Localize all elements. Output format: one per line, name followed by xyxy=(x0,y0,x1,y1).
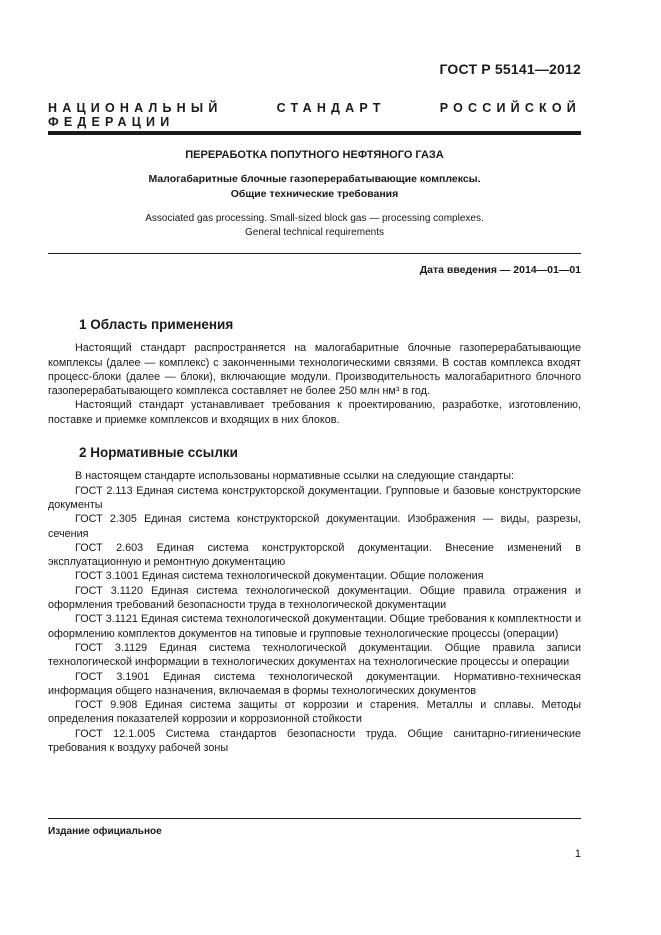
title-divider xyxy=(48,253,581,254)
page-number: 1 xyxy=(574,848,581,860)
reference-item: ГОСТ 2.603 Единая система конструкторской документации. Внесение изменений в эксплуатационную и ремонтную документацию xyxy=(48,541,581,569)
section-heading-references: 2 Нормативные ссылки xyxy=(79,445,238,461)
reference-item: ГОСТ 12.1.005 Система стандартов безопасности труда. Общие санитарно-гигиенические требования к воздуху рабочей зоны xyxy=(48,727,581,755)
english-title xyxy=(48,212,581,240)
document-subtitle xyxy=(48,172,581,202)
national-standard-banner: НАЦИОНАЛЬНЫЙ СТАНДАРТ РОССИЙСКОЙ ФЕДЕРАЦИИ xyxy=(48,101,581,129)
paragraph: В настоящем стандарте использованы нормативные ссылки на следующие стандарты: xyxy=(75,470,514,483)
english-title-line: General technical requirements xyxy=(245,227,384,238)
reference-item: ГОСТ 3.1120 Единая система технологической документации. Общие правила отражения и оформления требований безопасности труда в технологической документации xyxy=(48,584,581,612)
section-heading-scope: 1 Область применения xyxy=(79,317,234,332)
reference-item: ГОСТ 3.1001 Единая система технологической документации. Общие положения xyxy=(75,570,484,583)
reference-item: ГОСТ 3.1129 Единая система технологической документации. Общие правила записи технологической информации в технологических документах на технологические процессы и операции xyxy=(48,641,581,669)
reference-item: ГОСТ 3.1121 Единая система технологической документации. Общие требования к комплектности и оформлению комплектов документов на типовые и групповые технологические процессы (операции) xyxy=(48,613,581,640)
document-body xyxy=(48,318,581,755)
reference-item: ГОСТ 2.305 Единая система конструкторской документации. Изображения — виды, разрезы, сечения xyxy=(48,513,581,540)
paragraph: Настоящий стандарт распространяется на малогабаритные блочные газоперерабатывающие комплексы (далее — комплекс) с законченными технологическими связями. В состав комплекса входят процесс-блоки (далее — блоки), включающие модули. Производительность малогабаритного блочного газоперерабатывающего комплекса составляет не более 250 млн нм³ в год. xyxy=(48,342,581,398)
header-divider xyxy=(48,131,581,135)
reference-item: ГОСТ 9.908 Единая система защиты от коррозии и старения. Металлы и сплавы. Методы определения показателей коррозии и коррозионной стойкости xyxy=(48,699,581,726)
reference-item: ГОСТ 2.113 Единая система конструкторской документации. Групповые и базовые конструкторские документы xyxy=(48,484,581,511)
footer-divider xyxy=(48,818,581,819)
edition-label: Издание официальное xyxy=(48,826,162,837)
document-code: ГОСТ Р 55141—2012 xyxy=(439,61,581,77)
introduction-date: Дата введения — 2014—01—01 xyxy=(419,264,581,276)
reference-item: ГОСТ 3.1901 Единая система технологической документации. Нормативно-техническая информация общего назначения, включаемая в формы технологических документов xyxy=(48,670,581,697)
document-title: ПЕРЕРАБОТКА ПОПУТНОГО НЕФТЯНОГО ГАЗА xyxy=(185,149,444,161)
subtitle-line: Малогабаритные блочные газоперерабатывающие комплексы. xyxy=(148,173,481,185)
paragraph: Настоящий стандарт устанавливает требования к проектированию, разработке, изготовлению, поставке и приемке комплексов и входящих в них блоков. xyxy=(48,399,581,426)
english-title-line: Associated gas processing. Small-sized block gas — processing complexes. xyxy=(145,213,484,224)
subtitle-line: Общие технические требования xyxy=(230,188,399,200)
